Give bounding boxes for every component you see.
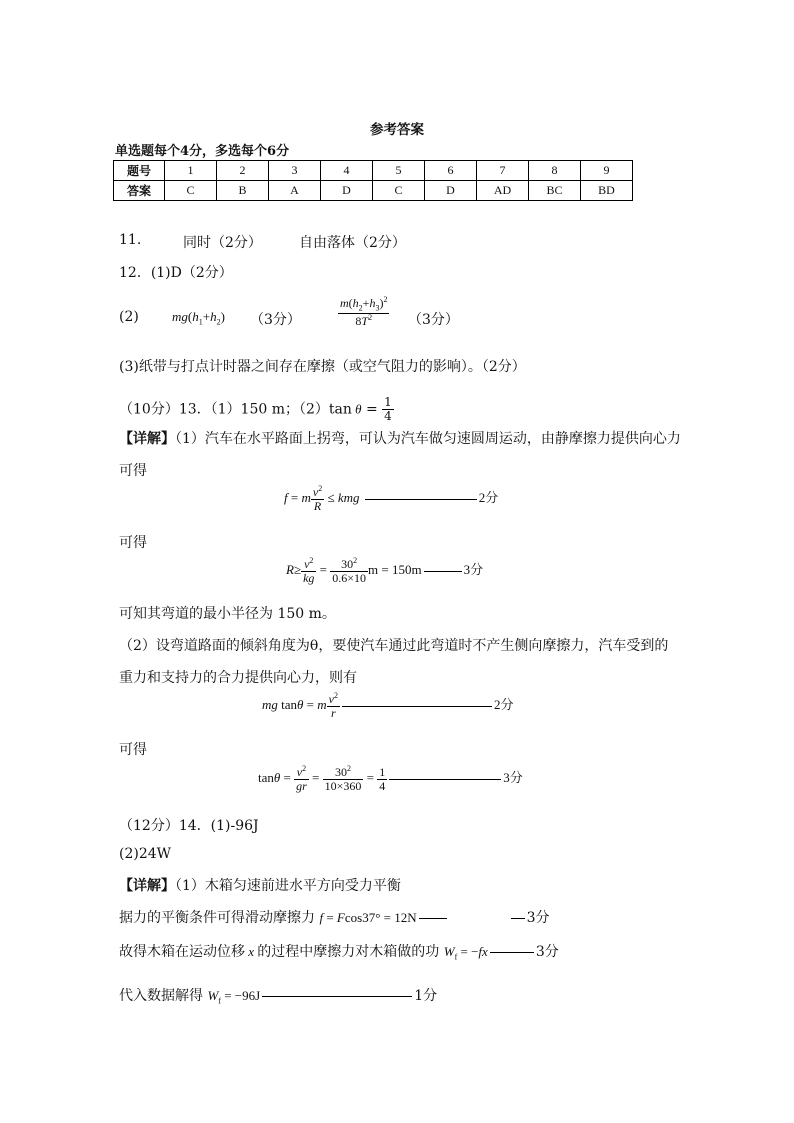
table-cell: C — [373, 181, 425, 201]
table-cell: 8 — [529, 161, 581, 181]
table-header-label: 题号 — [114, 161, 165, 181]
q12-part1: 12．(1)D（2分） — [119, 265, 233, 281]
table-cell: A — [269, 181, 321, 201]
q13-detail-text: （1）汽车在水平路面上拐弯，可认为汽车做匀速圆周运动，由静摩擦力提供向心力 — [175, 431, 681, 447]
table-cell: 5 — [373, 161, 425, 181]
q14-line-a: 据力的平衡条件可得滑动摩擦力 f = Fcos37° = 12N 3分 — [119, 910, 550, 926]
table-row-numbers — [114, 161, 633, 181]
table-cell: D — [425, 181, 477, 201]
table-cell: 3 — [269, 161, 321, 181]
q13-formula-3: mg tanθ = m $\frac{v^2}{r}$ 2分 — [262, 691, 514, 721]
q13-header: （10分）13．（1）150 m；（2）tan θ = $\frac{1}{4}$ — [119, 395, 392, 424]
q13-conclusion: 可知其弯道的最小半径为 150 m。 — [119, 606, 336, 622]
q14-header: （12分）14．(1)-96J — [119, 818, 259, 834]
q11-answer-a: 同时（2分） — [183, 235, 262, 251]
scoring-note: 单选题每个4分，多选每个6分 — [115, 144, 290, 159]
q13-formula-2: R≥ $\frac{v^2}{kg}$ = $\frac{30^2}{0.6\times 10}$ m = 150m 3分 — [286, 556, 484, 586]
table-cell: D — [321, 181, 373, 201]
table-row-answers — [114, 181, 633, 201]
table-cell: BC — [529, 181, 581, 201]
table-cell: AD — [477, 181, 529, 201]
q14-line-c: 代入数据解得 $W_f = -96J$ 1分 — [119, 988, 438, 1006]
table-cell: 6 — [425, 161, 477, 181]
q12-part2-label: (2) — [119, 309, 139, 325]
table-cell: 7 — [477, 161, 529, 181]
q13-kede-1: 可得 — [119, 463, 147, 479]
table-cell: 4 — [321, 161, 373, 181]
q13-formula-1: f = m $\frac{v^2}{R}$ ≤ kmg 2分 — [284, 484, 499, 514]
answer-table — [113, 160, 633, 201]
table-answer-label: 答案 — [114, 181, 165, 201]
q14-detail-tag: 【详解】 — [119, 878, 175, 894]
q13-kede-3: 可得 — [119, 742, 147, 758]
q13-detail-tag: 【详解】 — [119, 431, 175, 447]
q13-formula-4: tanθ = $\frac{v^2}{gr}$ = $\frac{30^2}{10\times 360}$ = $\frac{1}{4}$ 3分 — [258, 764, 523, 794]
q14-detail-text: （1）木箱匀速前进水平方向受力平衡 — [175, 878, 401, 894]
q11-number: 11. — [119, 232, 142, 248]
table-cell: 2 — [217, 161, 269, 181]
table-cell: 1 — [165, 161, 217, 181]
q12-formula-1: $mg(h_1+h_2)$ — [172, 309, 225, 327]
q12-part3: (3)纸带与打点计时器之间存在摩擦（或空气阻力的影响）。（2分） — [119, 359, 526, 375]
q13-part2-line1: （2）设弯道路面的倾斜角度为θ，要使汽车通过此弯道时不产生侧向摩擦力，汽车受到的 — [119, 638, 669, 654]
q12-formula-2: $\frac{m(h_2+h_3)^2}{8T^2}$ — [340, 295, 388, 329]
q13-kede-2: 可得 — [119, 535, 147, 551]
table-cell: C — [165, 181, 217, 201]
q14-detail-line — [119, 875, 401, 895]
table-cell: B — [217, 181, 269, 201]
table-cell: 9 — [581, 161, 633, 181]
q12-score-1: （3分） — [250, 312, 301, 328]
q11-answer-b: 自由落体（2分） — [299, 235, 406, 251]
q14-part2: (2)24W — [119, 846, 172, 862]
q12-score-2: （3分） — [408, 312, 459, 328]
q14-line-b: 故得木箱在运动位移 x 的过程中摩擦力对木箱做的功 $W_f = -fx$ 3分 — [119, 944, 559, 962]
q13-detail-line — [119, 428, 681, 448]
page-title: 参考答案 — [370, 122, 424, 138]
table-cell: BD — [581, 181, 633, 201]
q13-part2-line2: 重力和支持力的合力提供向心力，则有 — [119, 670, 357, 686]
